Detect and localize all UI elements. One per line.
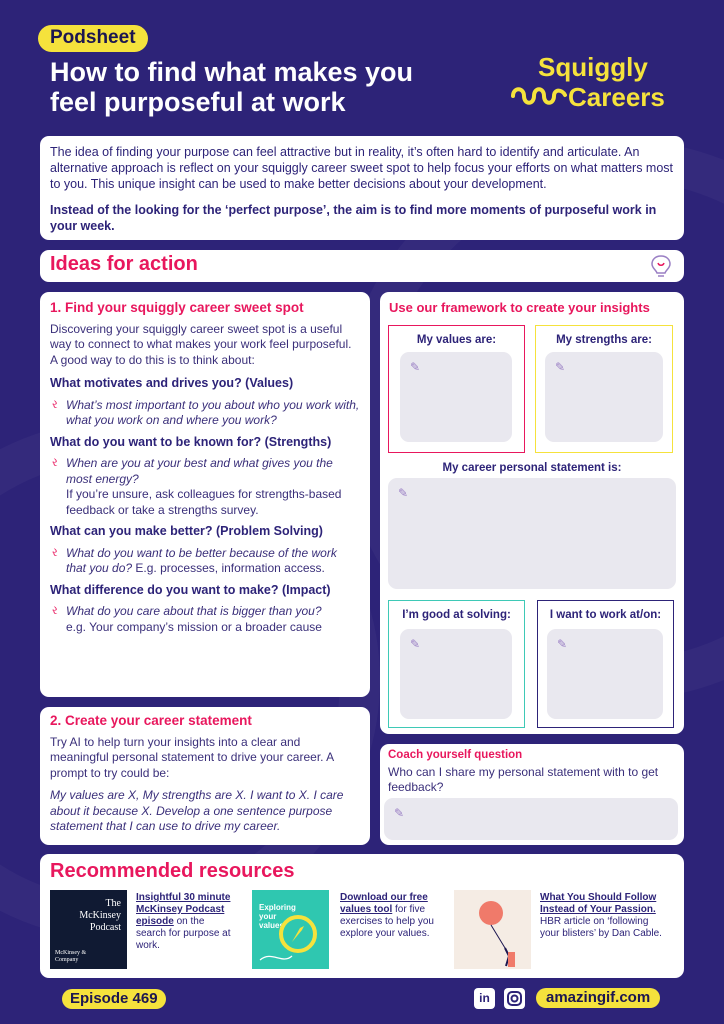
question-bullet: ર What do you want to be better because of the work that you do? E.g. processes, information access. bbox=[52, 545, 337, 575]
solving-input[interactable] bbox=[400, 629, 512, 719]
squiggle-bullet-icon: ર bbox=[52, 605, 58, 617]
question-bullet: ર When are you at your best and what gives you the most energy? If you’re unsure, ask colleagues for strengths-based feedback or take a strengths survey. bbox=[52, 456, 342, 517]
solving-box bbox=[388, 600, 525, 728]
resource-item: Insightful 30 minute McKinsey Podcast episode on the search for purpose at work. bbox=[136, 892, 231, 951]
pencil-icon: ✎ bbox=[394, 806, 405, 820]
values-label: My values are: bbox=[416, 334, 497, 346]
solving-label: I’m good at solving: bbox=[402, 609, 511, 621]
lightbulb-icon bbox=[650, 254, 672, 280]
statement-label: My career personal statement is: bbox=[442, 462, 622, 474]
coach-question: Who can I share my personal statement with to get feedback? bbox=[388, 765, 659, 794]
page-title: How to find what makes you feel purposeful at work bbox=[50, 57, 414, 117]
question-bullet: ર What do you care about that is bigger than you? e.g. Your company’s mission or a broader cause bbox=[52, 604, 322, 634]
strengths-box bbox=[535, 325, 673, 453]
squiggly-careers-logo: Squiggly Careers bbox=[510, 50, 690, 116]
coach-input[interactable] bbox=[384, 798, 678, 840]
intro-bold-text: Instead of the looking for the ‘perfect purpose’, the aim is to find more moments of purposeful work in your week. bbox=[50, 203, 657, 233]
podsheet-tag: Podsheet bbox=[38, 25, 148, 52]
pencil-icon: ✎ bbox=[557, 637, 568, 651]
strengths-label: My strengths are: bbox=[556, 334, 652, 346]
resource-link[interactable]: Download our free values tool bbox=[340, 892, 428, 915]
section-lead: Discovering your squiggly career sweet spot is a useful way to connect to what makes your work feel purposeful. A good way to do this is to think about: bbox=[50, 321, 352, 367]
section-body: Try AI to help turn your insights into a clear and meaningful personal statement to drive your career. A prompt to try could be: bbox=[50, 734, 334, 780]
instagram-icon[interactable] bbox=[504, 988, 525, 1009]
question-heading: What can you make better? (Problem Solving) bbox=[50, 524, 323, 538]
work-box bbox=[537, 600, 674, 728]
episode-badge: Episode 469 bbox=[62, 989, 166, 1009]
framework-title: Use our framework to create your insights bbox=[389, 300, 650, 315]
website-link[interactable]: amazingif.com bbox=[536, 988, 660, 1008]
squiggle-bullet-icon: ર bbox=[52, 546, 58, 559]
section-sweet-spot bbox=[40, 292, 370, 697]
squiggle-bullet-icon: ર bbox=[52, 457, 58, 469]
linkedin-icon[interactable]: in bbox=[474, 988, 495, 1009]
work-input[interactable] bbox=[547, 629, 663, 719]
compass-icon bbox=[252, 890, 329, 969]
section-career-statement bbox=[40, 707, 370, 845]
values-box bbox=[388, 325, 525, 453]
question-heading: What do you want to be known for? (Strengths) bbox=[50, 434, 332, 449]
pencil-icon: ✎ bbox=[555, 360, 566, 374]
section-title: 2. Create your career statement bbox=[50, 713, 252, 728]
balloon-illustration-icon bbox=[454, 890, 531, 969]
strengths-input[interactable] bbox=[545, 352, 663, 442]
question-heading: What difference do you want to make? (Impact) bbox=[50, 582, 331, 597]
values-input[interactable] bbox=[400, 352, 512, 442]
resources-title: Recommended resources bbox=[50, 860, 295, 882]
section-title: 1. Find your squiggly career sweet spot bbox=[50, 300, 304, 315]
resource-link[interactable]: Insightful 30 minute McKinsey Podcast episode bbox=[136, 892, 231, 927]
intro-text: The idea of finding your purpose can feel attractive but in reality, it’s often hard to identify and articulate. An alternative approach is reflect on your squiggly career sweet spot to help focus your efforts on what matters most to you. This unique insight can be used to make better decisions about your development. bbox=[50, 145, 673, 191]
values-tool-thumbnail[interactable]: Exploring your values bbox=[252, 890, 329, 969]
question-heading: What motivates and drives you? (Values) bbox=[50, 376, 294, 390]
resource-link[interactable]: What You Should Follow Instead of Your Passion. bbox=[540, 892, 657, 915]
pencil-icon: ✎ bbox=[410, 637, 421, 651]
resource-item: What You Should Follow Instead of Your Passion. HBR article on ‘following your blisters’ by Dan Cable. bbox=[540, 892, 662, 939]
ai-prompt-text: My values are X, My strengths are X. I want to X. I care about it because X. Develop a one sentence purpose statement that I can use to drive my career. bbox=[50, 788, 344, 833]
coach-card bbox=[380, 744, 684, 845]
hbr-article-thumbnail[interactable] bbox=[454, 890, 531, 969]
instagram-glyph-icon bbox=[504, 988, 525, 1009]
mckinsey-podcast-thumbnail[interactable]: The McKinsey Podcast McKinsey & Company bbox=[50, 890, 127, 969]
pencil-icon: ✎ bbox=[398, 486, 409, 500]
work-label: I want to work at/on: bbox=[549, 609, 662, 621]
squiggle-logo-icon bbox=[510, 82, 568, 112]
framework-card bbox=[380, 292, 684, 734]
coach-title: Coach yourself question bbox=[388, 749, 523, 761]
resource-item: Download our free values tool for five exercises to help you explore your values. bbox=[340, 892, 434, 939]
ideas-header bbox=[40, 250, 684, 282]
ideas-title: Ideas for action bbox=[50, 253, 198, 275]
question-bullet: ર What’s most important to you about who you work with, what you work on and where you work? bbox=[52, 397, 360, 427]
statement-input[interactable] bbox=[388, 478, 676, 589]
squiggle-bullet-icon: ર bbox=[52, 398, 58, 411]
intro-card bbox=[40, 136, 684, 240]
resources-card bbox=[40, 854, 684, 978]
pencil-icon: ✎ bbox=[410, 360, 421, 374]
